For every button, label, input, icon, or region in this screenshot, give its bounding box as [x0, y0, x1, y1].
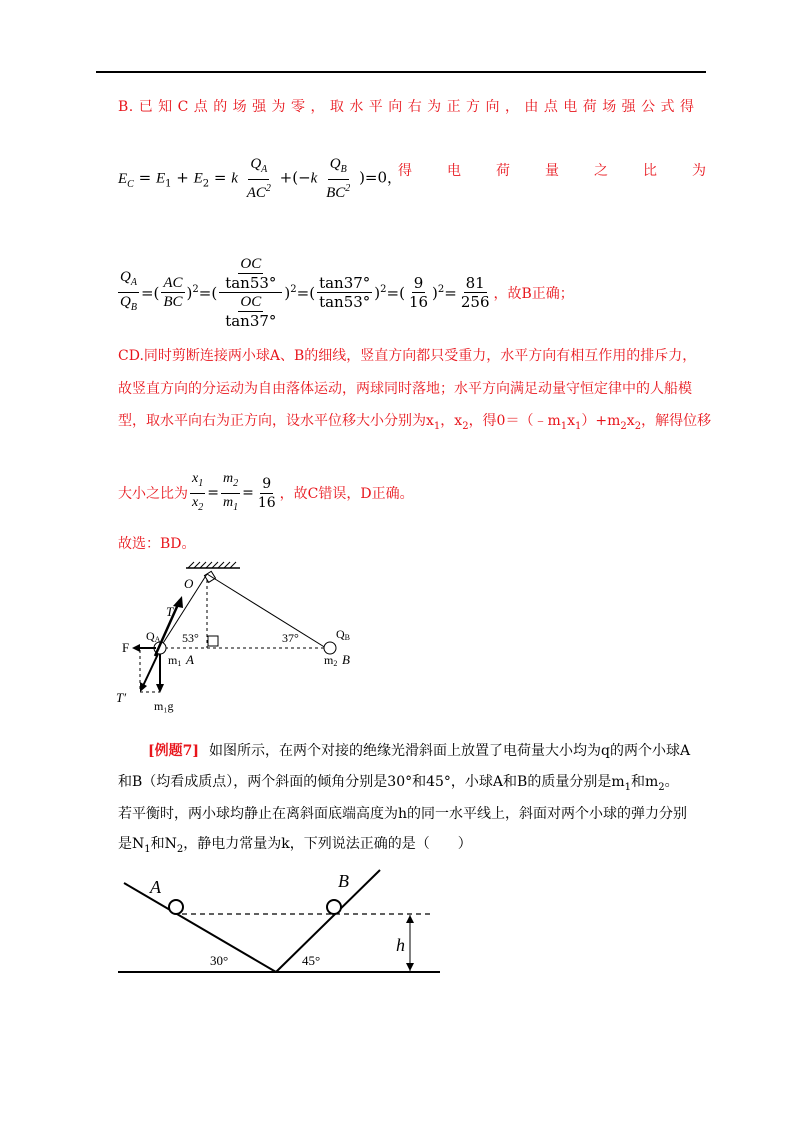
svg-text:QA: QA	[146, 629, 161, 644]
svg-text:m2: m2	[324, 653, 338, 668]
label-53: 53°	[182, 631, 199, 645]
incline-right	[276, 870, 380, 972]
label-f: F	[122, 640, 130, 655]
solution-cd-line1: CD.同时剪断连接两小球A、B的细线，竖直方向都只受重力，水平方向有相互作用的排斥力，	[118, 348, 697, 364]
label-37: 37°	[282, 631, 299, 645]
label-tprime: T′	[116, 690, 127, 705]
string-ob	[207, 574, 326, 648]
solution-answer: 故选：BD。	[118, 536, 196, 552]
example7-line2: 和B（均看成质点），两个斜面的倾角分别是30°和45°，小球A和B的质量分别是$m_1$和$m_2$。	[118, 774, 679, 793]
label-a: A	[150, 877, 161, 897]
header-rule	[96, 71, 706, 73]
solution-b-line1: B. 已 知 C 点 的 场 强 为 零 ， 取 水 平 向 右 为 正 方 向 ， 由 点 电 荷 场 强 公 式 得	[118, 99, 695, 115]
ball-b	[327, 900, 341, 914]
label-30: 30°	[210, 953, 229, 968]
solution-cd-line3: 型，取水平向右为正方向，设水平位移大小分别为$x_1$，$x_2$，得$0=(﹣m_1x_1)+m_2x_2$，解得位移	[118, 413, 712, 432]
example7-tag: [例题7]	[148, 743, 199, 759]
solution-cd-line4: 大小之比为 $\frac{x_1}{x_2}$ = $\frac{m_2}{m_1}$ = $\frac{9}{16}$ ，故C错误，D正确。	[118, 471, 414, 513]
force-f-arrow	[132, 644, 140, 652]
label-h: h	[396, 935, 405, 955]
solution-cd-line2: 故竖直方向的分运动为自由落体运动，两球同时落地；水平方向满足动量守恒定律中的人船模	[118, 381, 692, 397]
charge-ratio-formula: $\frac{Q_A}{Q_B}$ =( $\frac{AC}{BC}$ )$^2$=( $\frac{\frac{OC}{\tan 53^\circ}}{\frac{OC}{\tan 37^\circ}}$ )$^2$=( $\frac{\tan 37^\circ}{\tan 53^\circ}$ )$^2$=( $\frac{9}{16}$ )$^2$= $\frac{81}{256}$ ，故B正确；	[120, 256, 574, 330]
label-o: O	[184, 576, 194, 591]
label-a: A	[186, 652, 194, 667]
force-diagram	[110, 560, 370, 720]
ball-a	[169, 900, 183, 914]
example7-line3: 若平衡时，两小球均静止在离斜面底端高度为h的同一水平线上，斜面对两个小球的弹力分别	[118, 806, 688, 822]
incline-left	[124, 883, 276, 972]
svg-text:QB: QB	[336, 627, 351, 642]
field-formula: $E_C = E_1 + E_2 = k$ $\frac{Q_A}{AC^2}$ +(−k $\frac{Q_B}{BC^2}$ )=0，	[118, 156, 403, 201]
inclines-diagram	[110, 865, 450, 985]
tension-arrow	[173, 596, 183, 608]
label-45: 45°	[302, 953, 321, 968]
label-b: B	[342, 652, 350, 667]
example7-line4: 是$N_1$和$N_2$，静电力常量为k，下列说法正确的是（ ）	[118, 836, 472, 855]
solution-b-conclusion: ，故B正确；	[493, 285, 574, 302]
example7-line1: [例题7] 如图所示，在两个对接的绝缘光滑斜面上放置了电荷量大小均为q的两个小球A	[148, 743, 691, 759]
label-b: B	[338, 871, 349, 891]
solution-b-line2-words: 得 电 荷 量 之 比 为	[398, 163, 706, 179]
label-m1g: m₁g	[154, 699, 174, 713]
label-t: T	[166, 604, 174, 619]
svg-text:m1: m1	[168, 653, 182, 668]
